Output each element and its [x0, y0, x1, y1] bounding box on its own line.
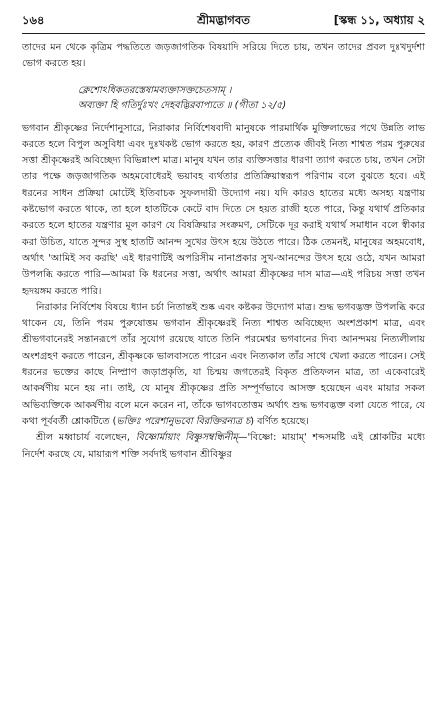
page-number: ১৬৪: [22, 13, 45, 27]
verse-quote: [78, 83, 425, 113]
page-body: [22, 40, 425, 463]
header-rule: [22, 33, 425, 34]
paragraph-3-text-a: শ্রীল মধ্বাচার্য বলেছেন,: [36, 432, 136, 444]
book-title: শ্রীমদ্ভাগবত: [197, 13, 250, 27]
paragraph-3-text-b: —'বিষ্ণো: মায়াম্' শব্দসমষ্টি এই শ্লোকটির মধ্যে নির্দেশ করছে যে, মায়ারূপ শক্তি সর্বদাই ভগবান শ্রীবিষ্ণুর: [22, 432, 426, 460]
page-header: [22, 8, 425, 30]
paragraph-3: [22, 430, 425, 463]
section-label: [স্কন্ধ ১১, অধ্যায় ২: [333, 13, 425, 27]
intro-paragraph: তাদের মন থেকে কৃত্রিম পদ্ধতিতে জড়জাগতিক বিষয়াদি সরিয়ে দিতে চায়, তখন তাদের প্রবল দুঃখদুর্দশা ভোগ করতে হয়।: [22, 42, 425, 70]
paragraph-2-italic: ভক্তিঃ পরেশানুভবো বিরক্তিরন্যত্র চ: [116, 415, 251, 427]
paragraph-2: [22, 300, 425, 430]
verse-line-2: অব্যক্তা হি গতির্দুঃখং দেহবদ্ভিরবাপ্যতে ॥ (গীতা ১২/৫): [78, 99, 287, 111]
paragraph-1: ভগবান শ্রীকৃষ্ণের নির্দেশানুসারে, নিরাকার নির্বিশেষবাদী মানুষকে পারমার্থিক মুক্তিলাভের পথে উন্নতি লাভ করতে হলে বিপুল অসুবিধা এবং দুঃখকষ্ট ভোগ করতে হয়, কারণ প্রত্যেক জীবই নিত্য শাশ্বত পরম পুরুষের সত্তা শ্রীকৃষ্ণেরই অবিচ্ছেদ্য বিভিন্নাংশ মাত্র। মানুষ যখন তার ব্যক্তিসত্তার ধারণা ত্যাগ করতে চায়, তখন সেটা তার পক্ষে জড়জাগতিক অহমবোধেরই ভয়াবহ ব্যর্থতার প্রতিক্রিয়াস্বরূপ পরিণাম বলে বুঝতে হবে। এই ধরনের সাধন প্রক্রিয়া মোটেই ইতিবাচক সুফলদায়ী উদ্যোগ নয়। যদি কারও হাতের মধ্যে অসহ্য যন্ত্রণায় কষ্টভোগ করতে থাকে, তা হলে হাতটিকে কেটে বাদ দিতে সে হয়ত রাজী হতে পারে, কিন্তু যথার্থ প্রতিকার করতে হলে হাতের যন্ত্রণার মূল কারণ যে বিষক্রিয়ার সংক্রমণ, সেটিকে দূর করাই যথার্থ সমাধান বলে স্বীকার করা উচিত, যাতে সুন্দর সুস্থ হাতটি আনন্দ সুখের উৎস হয়ে উঠতে পারে। ঠিক তেমনই, মানুষের অহমবোধ, অর্থাৎ 'আমিই সব করছি' এই ধারণাটিই অপরিসীম নানাপ্রকার সুখ-আনন্দের উৎস হয়ে ওঠে, যখন আমরা উপলব্ধি করতে পারি—আমরা কি ধরনের সত্তা, অর্থাৎ আমরা শ্রীকৃষ্ণের দাস মাত্র—এই পরিচয় সত্তা তখন হৃদয়ঙ্গম করতে পারি।: [22, 122, 425, 297]
paragraph-2-text-a: নিরাকার নির্বিশেষ বিষয়ে ধ্যান চর্চা নিতান্তই শুষ্ক এবং কষ্টকর উদ্যোগ মাত্র। শুদ্ধ ভগবদ্ভক্ত উপলব্ধি করে থাকেন যে, তিনি পরম পুরুষোত্তম ভগবান শ্রীকৃষ্ণেরই নিত্য শাশ্বত অবিচ্ছেদ্য অংশপ্রকাশ মাত্র, এবং শ্রীভগবানেরই সন্তানরূপে তাঁর সুযোগ রয়েছে যাতে তিনি পরমেশ্বর ভগবানের দিব্য আনন্দময় নিত্যলীলায় অংশগ্রহণ করতে পারেন, শ্রীকৃষ্ণকে ভালবাসতে পারেন এবং নিত্যকাল তাঁর সাথে খেলা করতে পারেন। সেই ধরনের ভক্তের কাছে নিষ্প্রাণ জড়াপ্রকৃতি, যা চিন্ময় জগতেরই বিকৃত প্রতিফলন মাত্র, তা একেবারেই আকর্ষণীয় মনে হয় না। তাই, যে মানুষ শ্রীকৃষ্ণের প্রতি সম্পূর্ণভাবে আসক্ত হয়েছেন এবং মায়ার সকল অভিব্যক্তিকে আকর্ষণীয় বলে মনে করেন না, তাঁকে ভাগবতোত্তম অর্থাৎ শুদ্ধ ভগবদ্ভক্ত বলা যেতে পারে, যে কথা পূর্ববর্তী শ্লোকটিতে (: [22, 301, 425, 427]
verse-line-1: ক্লেশোঽধিকতরস্তেষামব্যক্তাসক্তচেতসাম্ ।: [78, 84, 232, 96]
paragraph-3-italic: বিষ্ণোর্মায়াং বিষ্ণুসম্বন্ধিনীম্: [135, 432, 238, 444]
paragraph-2-text-b: ) বর্ণিত হয়েছে।: [250, 415, 309, 427]
